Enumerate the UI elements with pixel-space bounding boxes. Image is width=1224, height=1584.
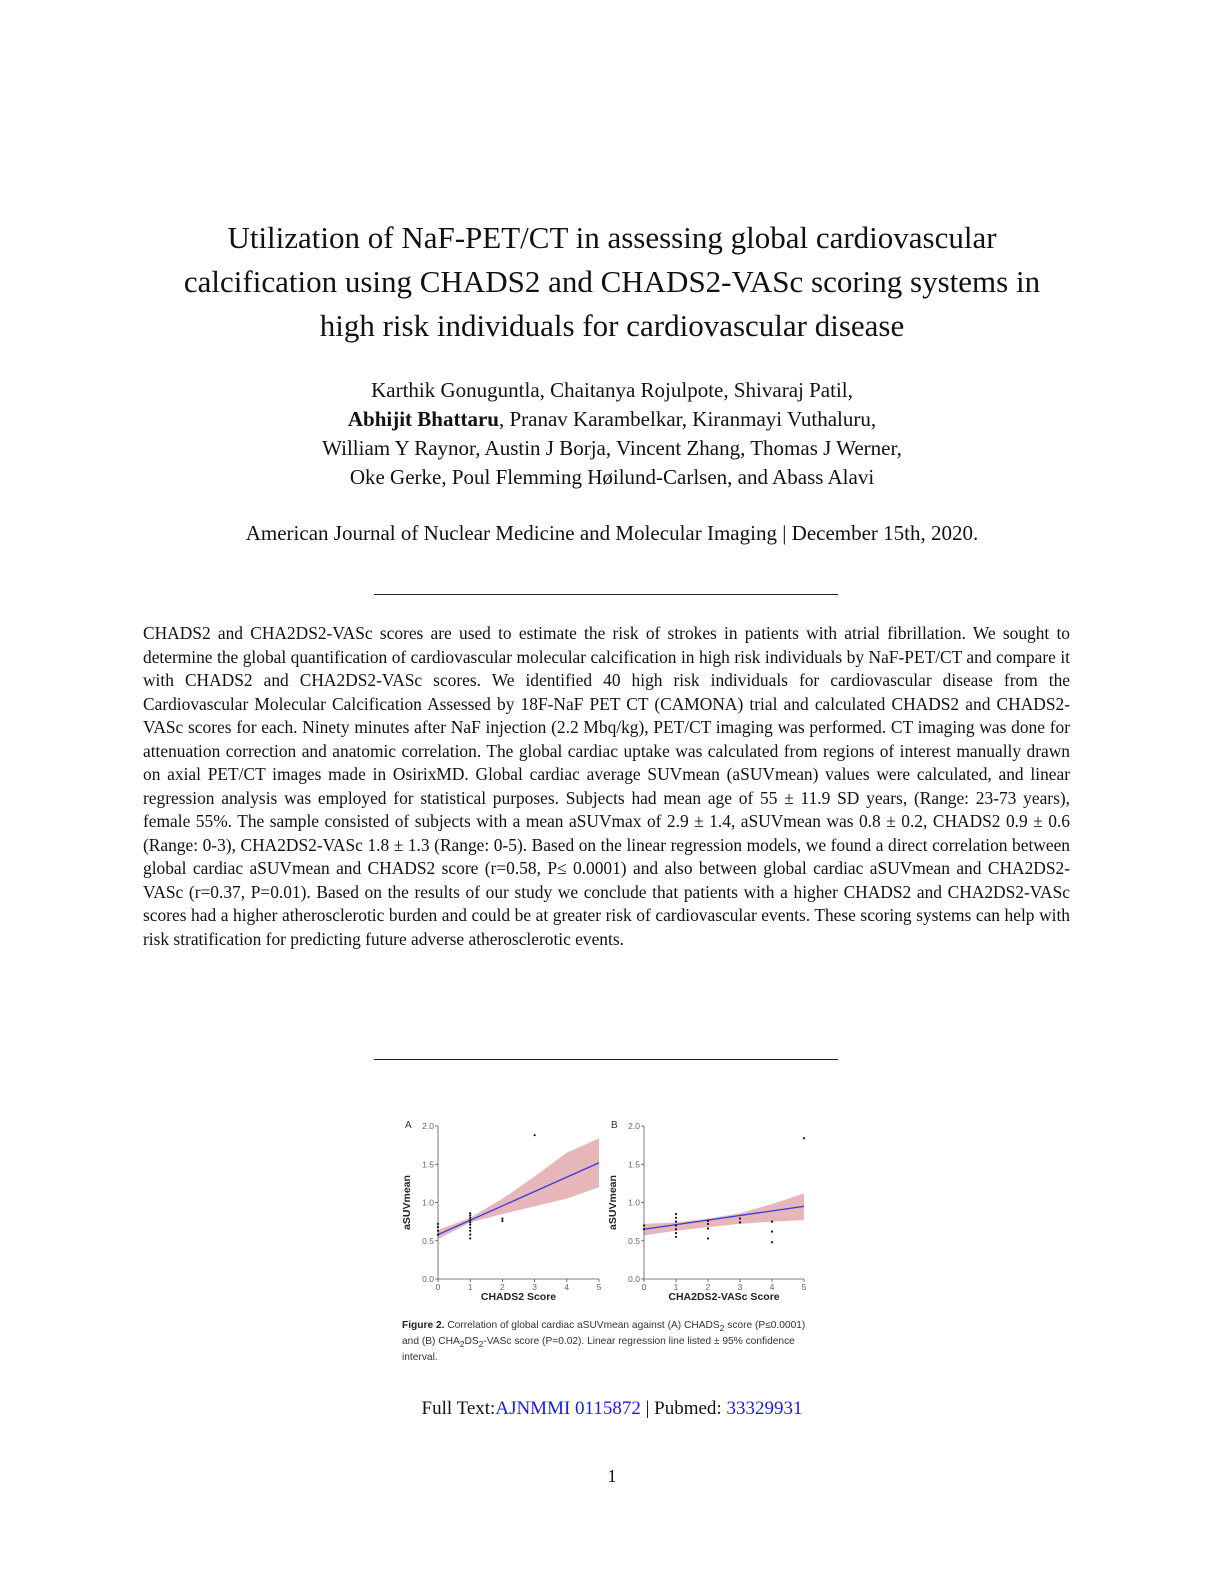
data-point [469, 1230, 471, 1232]
x-tick-label: 4 [564, 1282, 570, 1292]
data-point [469, 1212, 471, 1214]
data-point [675, 1221, 677, 1223]
data-point [707, 1237, 709, 1239]
journal-venue: American Journal of Nuclear Medicine and Molecular Imaging | December 15th, 2020. [245, 521, 979, 545]
author-line-rest: , Pranav Karambelkar, Kiranmayi Vuthaluru, [498, 407, 877, 431]
y-tick-label: 0.0 [422, 1274, 434, 1284]
x-tick-label: 2 [500, 1282, 505, 1292]
y-tick-label: 2.0 [628, 1121, 640, 1131]
data-point [469, 1217, 471, 1219]
data-point [437, 1223, 439, 1225]
chart-panel-b [607, 1120, 807, 1303]
data-point [739, 1217, 741, 1219]
y-tick-label: 1.5 [422, 1159, 434, 1170]
x-tick-label: 4 [769, 1282, 775, 1292]
data-point [437, 1230, 439, 1232]
data-point [675, 1236, 677, 1238]
data-point [739, 1221, 741, 1223]
caption-subscript: 2 [459, 1339, 465, 1350]
author-line: Karthik Gonuguntla, Chaitanya Rojulpote, Shivaraj Patil, [371, 378, 853, 402]
data-point [534, 1134, 536, 1136]
data-point [437, 1234, 439, 1236]
data-point [469, 1237, 471, 1239]
x-tick-label: 1 [467, 1282, 473, 1292]
data-point [469, 1219, 471, 1221]
caption-text: -VASc score (P=0.02). Linear regression line listed ± 95% confidence interval. [402, 1336, 795, 1364]
data-point [469, 1224, 471, 1226]
panel-label: B [611, 1120, 618, 1131]
confidence-band [644, 1193, 804, 1235]
reference-links [0, 1396, 1224, 1422]
data-point [469, 1227, 471, 1229]
data-point [707, 1227, 709, 1229]
author-list [120, 376, 1104, 492]
data-point [675, 1217, 677, 1219]
paper-title [120, 216, 1104, 348]
panel-label: A [405, 1120, 412, 1131]
data-point [643, 1228, 645, 1230]
caption-label: Figure 2. [402, 1320, 445, 1331]
full-text-label: Full Text: [421, 1398, 496, 1419]
x-tick-label: 0 [435, 1282, 441, 1292]
y-axis-label: aSUVmean [401, 1175, 413, 1230]
highlighted-author: Abhijit Bhattaru [347, 407, 499, 431]
pubmed-link[interactable]: 33329931 [726, 1398, 803, 1419]
caption-text: Correlation of global cardiac aSUVmean against (A) CHADS [447, 1320, 720, 1331]
data-point [469, 1234, 471, 1236]
caption-text: score (P≤0.0001) and (B) CHA [402, 1320, 806, 1348]
page-number: 1 [607, 1466, 617, 1486]
x-tick-label: 1 [673, 1282, 679, 1292]
data-point [707, 1220, 709, 1222]
data-point [675, 1232, 677, 1234]
abstract-text: CHADS2 and CHA2DS2-VASc scores are used to estimate the risk of strokes in patients with atrial fibrillation. We sought to determine the global quantification of cardiovascular molecular calcification in high risk individuals by NaF-PET/CT and compare it with CHADS2 and CHA2DS2-VASc scores. We identified 40 high risk individuals for cardiovascular disease from the Cardiovascular Molecular Calcification Assessed by 18F-NaF PET CT (CAMONA) trial and calculated CHADS2 and CHADS2-VASc scores for each. Ninety minutes after NaF injection (2.2 Mbq/kg), PET/CT imaging was performed. CT imaging was done for attenuation correction and anatomic correlation. The global cardiac uptake was calculated from regions of interest manually drawn on axial PET/CT images made in OsirixMD. Global cardiac average SUVmean (aSUVmean) values were calculated, and linear regression analysis was employed for statistical purposes. Subjects had mean age of 55 ± 11.9 SD years, (Range: 23-73 years), female 55%. The sample consisted of subjects with a mean aSUVmax of 2.9 ± 1.4, aSUVmean was 0.8 ± 0.2, CHADS2 0.9 ± 0.6 (Range: 0-3), CHA2DS2-VASc 1.8 ± 1.3 (Range: 0-5). Based on the linear regression models, we found a direct correlation between global cardiac aSUVmean and CHADS2 score (r=0.58, P≤ 0.0001) and also between global cardiac aSUVmean and CHA2DS2-VASc (r=0.37, P=0.01). Based on the results of our study we conclude that patients with a higher CHADS2 and CHA2DS2-VASc scores had a higher atherosclerotic burden and could be at greater risk of cardiovascular events. These scoring systems can help with risk stratification for predicting future adverse atherosclerotic events. [143, 623, 1070, 949]
x-tick-label: 5 [596, 1282, 602, 1292]
data-point [803, 1137, 805, 1139]
regression-line [438, 1163, 599, 1235]
caption-text: DS [464, 1336, 479, 1348]
data-point [675, 1213, 677, 1215]
data-point [469, 1214, 471, 1216]
caption-subscript: 2 [478, 1339, 484, 1350]
full-text-link[interactable]: AJNMMI 0115872 [495, 1398, 641, 1419]
y-axis-label: aSUVmean [607, 1175, 619, 1230]
y-tick-label: 1.5 [628, 1159, 640, 1170]
title-line: Utilization of NaF-PET/CT in assessing global cardiovascular [227, 220, 997, 255]
regression-charts [395, 1112, 825, 1317]
data-point [469, 1221, 471, 1223]
y-tick-label: 2.0 [422, 1121, 434, 1131]
figure-2 [395, 1112, 825, 1362]
x-tick-label: 3 [737, 1282, 743, 1292]
data-point [771, 1241, 773, 1243]
caption-subscript: 2 [719, 1323, 725, 1334]
data-point [501, 1217, 503, 1219]
bottom-divider [374, 1059, 838, 1060]
data-point [437, 1226, 439, 1228]
x-tick-label: 0 [641, 1282, 647, 1292]
x-axis-label: CHADS2 Score [480, 1291, 557, 1303]
chart-panel-a [401, 1120, 602, 1303]
author-line [120, 405, 1104, 434]
y-tick-label: 0.5 [422, 1235, 434, 1246]
data-point [675, 1228, 677, 1230]
x-axis-label: CHA2DS2-VASc Score [668, 1291, 780, 1303]
title-line: high risk individuals for cardiovascular disease [319, 308, 905, 343]
x-tick-label: 3 [532, 1282, 537, 1292]
pubmed-label: | Pubmed: [640, 1398, 727, 1419]
y-tick-label: 1.0 [628, 1197, 640, 1208]
x-tick-label: 2 [705, 1282, 711, 1292]
data-point [771, 1230, 773, 1232]
x-tick-label: 5 [801, 1282, 807, 1292]
data-point [501, 1220, 503, 1222]
y-tick-label: 1.0 [422, 1197, 434, 1208]
y-tick-label: 0.0 [628, 1274, 640, 1284]
author-line: Oke Gerke, Poul Flemming Høilund-Carlsen, and Abass Alavi [349, 465, 875, 489]
data-point [675, 1224, 677, 1226]
top-divider [374, 594, 838, 595]
author-line: William Y Raynor, Austin J Borja, Vincent Zhang, Thomas J Werner, [322, 436, 902, 460]
data-point [707, 1223, 709, 1225]
title-line: calcification using CHADS2 and CHADS2-VASc scoring systems in [183, 264, 1041, 299]
data-point [771, 1221, 773, 1223]
data-point [643, 1224, 645, 1226]
y-tick-label: 0.5 [628, 1235, 640, 1246]
figure-caption [402, 1319, 818, 1364]
